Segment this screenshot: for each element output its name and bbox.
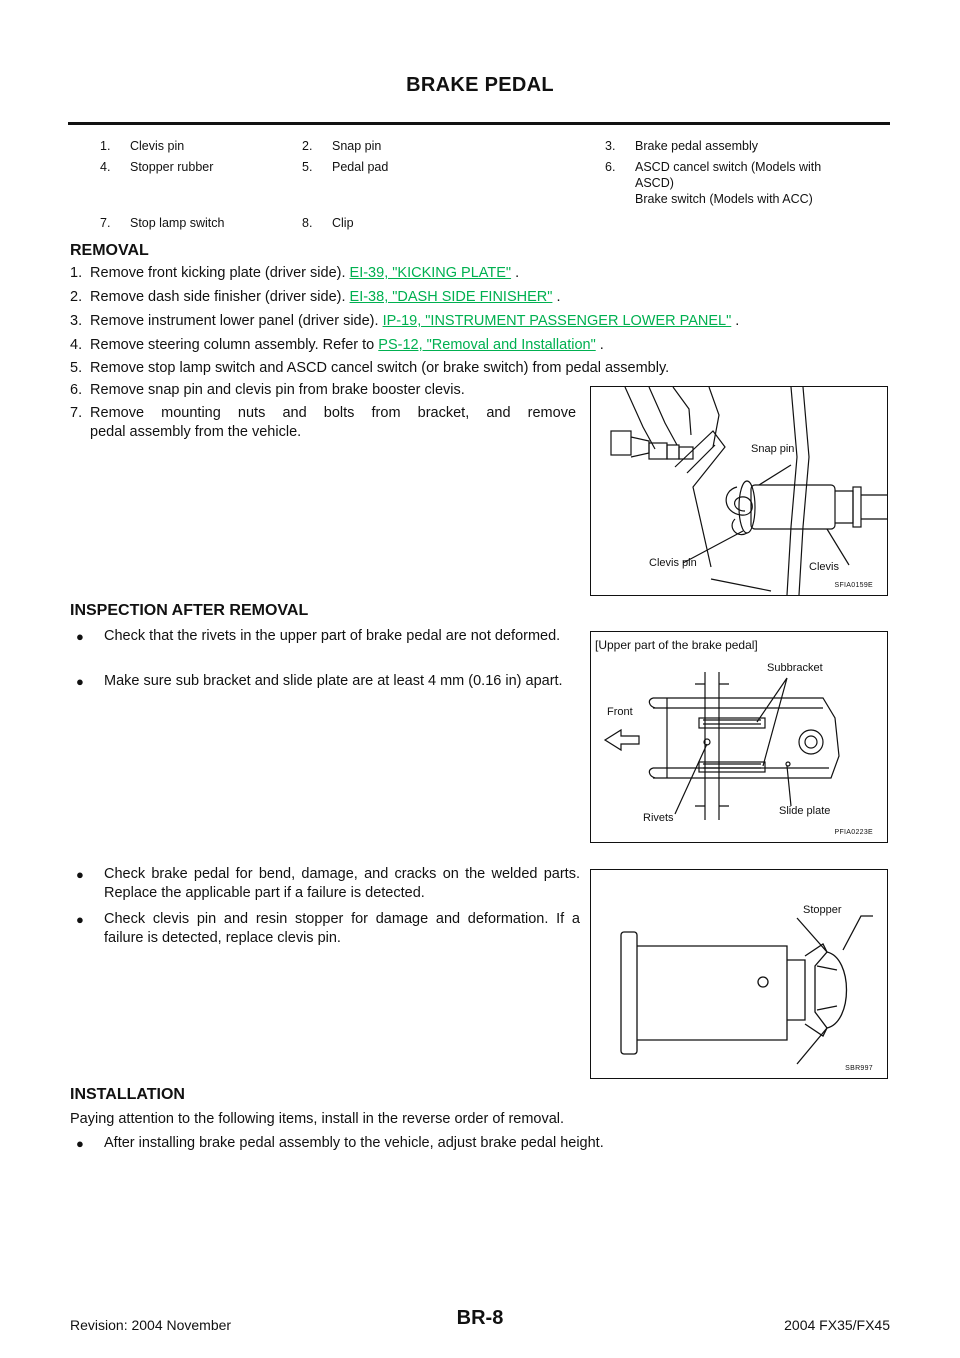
removal-step-2: 2. Remove dash side finisher (driver side). EI-38, "DASH SIDE FINISHER" . — [70, 289, 561, 305]
label-clevis-pin: Clevis pin — [649, 557, 697, 569]
link-dash-side-finisher[interactable]: EI-38, "DASH SIDE FINISHER" — [349, 289, 553, 305]
clevis-diagram — [591, 387, 887, 595]
removal-step-5: 5. Remove stop lamp switch and ASCD cancel switch (or brake switch) from pedal assembly. — [70, 360, 670, 376]
label-clevis: Clevis — [809, 561, 839, 573]
removal-step-3: 3. Remove instrument lower panel (driver side). IP-19, "INSTRUMENT PASSENGER LOWER PANEL" . — [70, 313, 740, 329]
figure-caption: [Upper part of the brake pedal] — [595, 638, 758, 652]
legend-item-1: 1. Clevis pin — [100, 139, 185, 153]
bullet-icon: ● — [76, 629, 84, 644]
label-stopper: Stopper — [803, 904, 842, 916]
label-rivets: Rivets — [643, 812, 674, 824]
removal-step-4: 4. Remove steering column assembly. Refer to PS-12, "Removal and Installation" . — [70, 337, 604, 353]
page-title: BRAKE PEDAL — [406, 74, 554, 96]
header-rule — [68, 122, 890, 125]
upper-pedal-diagram — [591, 632, 887, 842]
installation-intro: Paying attention to the following items, install in the reverse order of removal. — [70, 1111, 565, 1127]
installation-bullet-1: ● After installing brake pedal assembly to the vehicle, adjust brake pedal height. — [76, 1135, 604, 1151]
removal-step-7: 7. Remove mounting nuts and bolts from bracket, and remove pedal assembly from the vehicle. — [70, 405, 577, 440]
legend-item-8: 8. Clip — [302, 216, 354, 230]
bullet-icon: ● — [76, 674, 84, 689]
label-slide-plate: Slide plate — [779, 805, 831, 817]
legend-item-2: 2. Snap pin — [302, 139, 382, 153]
inspection-bullet-1: ● Check that the rivets in the upper part of brake pedal are not deformed. — [76, 628, 561, 644]
figure-code: SFIA0159E — [834, 582, 873, 589]
legend-item-3: 3. Brake pedal assembly — [605, 139, 758, 153]
link-instrument-panel[interactable]: IP-19, "INSTRUMENT PASSENGER LOWER PANEL" — [382, 313, 732, 329]
figure-clevis-pin-stopper — [590, 869, 888, 1079]
removal-step-6: 6. Remove snap pin and clevis pin from brake booster clevis. — [70, 382, 465, 398]
installation-heading: INSTALLATION — [70, 1086, 185, 1103]
inspection-bullet-4: ● Check clevis pin and resin stopper for damage and deformation. If a failure is detected, replace clevis pin. — [76, 911, 580, 946]
bullet-icon: ● — [76, 1136, 84, 1151]
figure-code: SBR997 — [845, 1065, 873, 1072]
legend-item-6: 6. ASCD cancel switch (Models with ASCD) Brake switch (Models with ACC) — [605, 160, 822, 206]
figure-upper-brake-pedal — [590, 631, 888, 843]
link-kicking-plate[interactable]: EI-39, "KICKING PLATE" — [349, 265, 512, 281]
removal-step-1: 1. Remove front kicking plate (driver side). EI-39, "KICKING PLATE" . — [70, 265, 520, 281]
bullet-icon: ● — [76, 867, 84, 882]
removal-heading: REMOVAL — [70, 242, 149, 259]
figure-clevis-snap-pin — [590, 386, 888, 596]
footer-page-code: BR-8 — [456, 1307, 504, 1329]
figure-code: PFIA0223E — [834, 829, 873, 836]
label-subbracket: Subbracket — [767, 662, 823, 674]
parts-legend — [100, 138, 890, 238]
bullet-icon: ● — [76, 912, 84, 927]
label-snap-pin: Snap pin — [751, 443, 795, 455]
link-removal-installation[interactable]: PS-12, "Removal and Installation" — [378, 337, 596, 353]
legend-item-5: 5. Pedal pad — [302, 160, 389, 174]
legend-item-7: 7. Stop lamp switch — [100, 216, 225, 230]
legend-item-4: 4. Stopper rubber — [100, 160, 214, 174]
footer-revision: Revision: 2004 November — [70, 1317, 232, 1333]
footer-model: 2004 FX35/FX45 — [784, 1317, 890, 1333]
label-front: Front — [607, 706, 633, 718]
inspection-heading: INSPECTION AFTER REMOVAL — [70, 602, 309, 619]
clevis-pin-diagram — [591, 870, 887, 1078]
inspection-bullet-2: ● Make sure sub bracket and slide plate are at least 4 mm (0.16 in) apart. — [76, 673, 563, 689]
inspection-bullet-3: ● Check brake pedal for bend, damage, and cracks on the welded parts. Replace the applicable part if a failure is detected. — [76, 866, 580, 901]
